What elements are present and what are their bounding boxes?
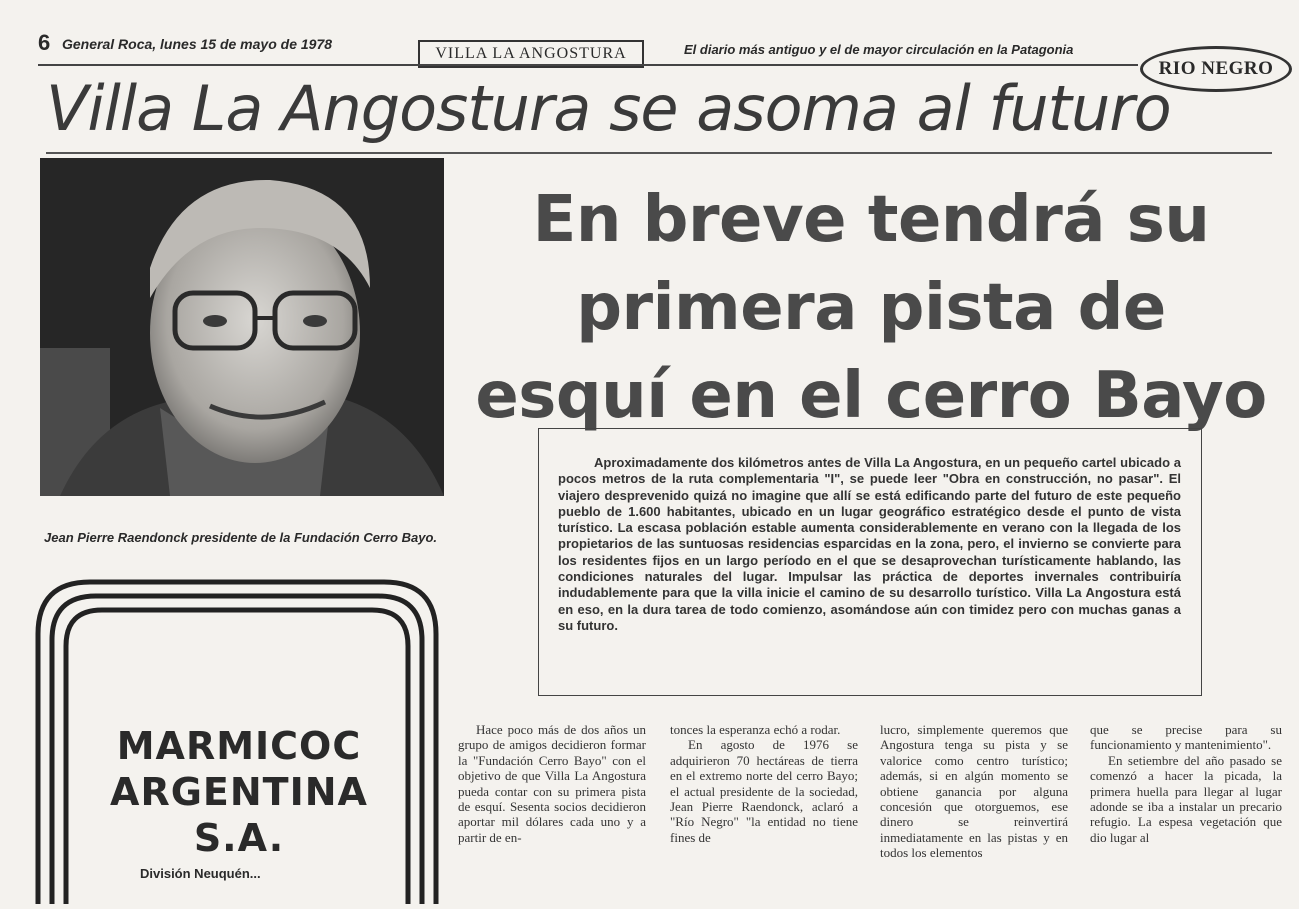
body-paragraph: En agosto de 1976 se adquirieron 70 hectáreas de tierra en el extremo norte del cerro Bayo; el actual presidente de la sociedad, Jean Pierre Raendonck, aclaró a "Río Negro" "la entidad no tiene fines de (670, 737, 858, 845)
headline (446, 176, 1296, 440)
photo-caption: Jean Pierre Raendonck presidente de la Fundación Cerro Bayo. (44, 530, 438, 545)
kicker-rule (46, 152, 1272, 154)
body-column-3 (880, 722, 1068, 872)
headline-line-3: esquí en el cerro Bayo (475, 359, 1267, 433)
ad-company-suffix: S.A. (193, 816, 285, 860)
body-column-1 (458, 722, 646, 872)
newspaper-tagline: El diario más antiguo y el de mayor circulación en la Patagonia (684, 42, 1074, 57)
page-number: 6 (38, 30, 51, 55)
body-paragraph: que se precise para su funcionamiento y mantenimiento". (1090, 722, 1282, 753)
header-rule (38, 64, 1138, 66)
body-paragraph: En setiembre del año pasado se comenzó a hacer la picada, la primera huella para llegar al lugar adonde se iba a instalar un precario refugio. La espesa vegetación que dio lugar al (1090, 752, 1282, 845)
body-paragraph: tonces la esperanza echó a rodar. (670, 722, 841, 737)
ad-company-country: ARGENTINA (110, 770, 368, 814)
portrait-photo (40, 158, 444, 496)
body-paragraph: lucro, simplemente queremos que Angostura tenga su pista y se valorice como centro turístico; además, si en algún momento se obtiene ganancia por alguna concesión que otorguemos, ese dinero se reinvertirá inmediatamente en las pistas y en todos los elementos (880, 722, 1068, 861)
lead-paragraph: Aproximadamente dos kilómetros antes de Villa La Angostura, en un pequeño cartel ubicado a pocos metros de la ruta complementaria "I", se puede leer "Obra en construcción, no pasar". El viajero desprevenido quizá no imagine que allí se está edificando parte del futuro de este pequeño pueblo de 1.600 habitantes, ubicado en un lugar geográfico estratégico desde el punto de vista turístico. La escasa población estable aumenta considerablemente en verano con la llegada de los propietarios de las suntuosas residencias esparcidas en la zona, pero, el invierno se convierte para los residentes fijos en un largo período en el que se desaprovechan turísticamente hablando, las condiciones naturales del lugar. Impulsar las práctica de deportes invernales contribuiría indudablemente para que la villa inicie el camino de su desarrollo turístico. Villa La Angostura está en eso, en la dura tarea de todo comienzo, asomándose aún con timidez pero con muchas ganas a su futuro. (558, 455, 1181, 633)
date-line: General Roca, lunes 15 de mayo de 1978 (62, 36, 333, 52)
kicker-title: Villa La Angostura se asoma al futuro (46, 72, 1171, 145)
headline-line-1: En breve tendrá su (532, 183, 1210, 257)
portrait-illustration (40, 158, 444, 496)
newspaper-logo: RIO NEGRO (1140, 46, 1292, 92)
ad-division-text: División Neuquén... (140, 866, 261, 881)
headline-line-2: primera pista de (576, 271, 1166, 345)
body-paragraph: Hace poco más de dos años un grupo de amigos decidieron formar la "Fundación Cerro Bayo" con el objetivo de que Villa La Angostura pueda contar con su primera pista de esquí. Sesenta socios decidieron aportar mil dólares cada uno y a partir de en- (458, 722, 646, 845)
body-column-2 (670, 722, 858, 872)
ad-company-name: MARMICOC (116, 724, 362, 768)
body-column-4 (1090, 722, 1282, 872)
section-label: VILLA LA ANGOSTURA (418, 40, 644, 68)
